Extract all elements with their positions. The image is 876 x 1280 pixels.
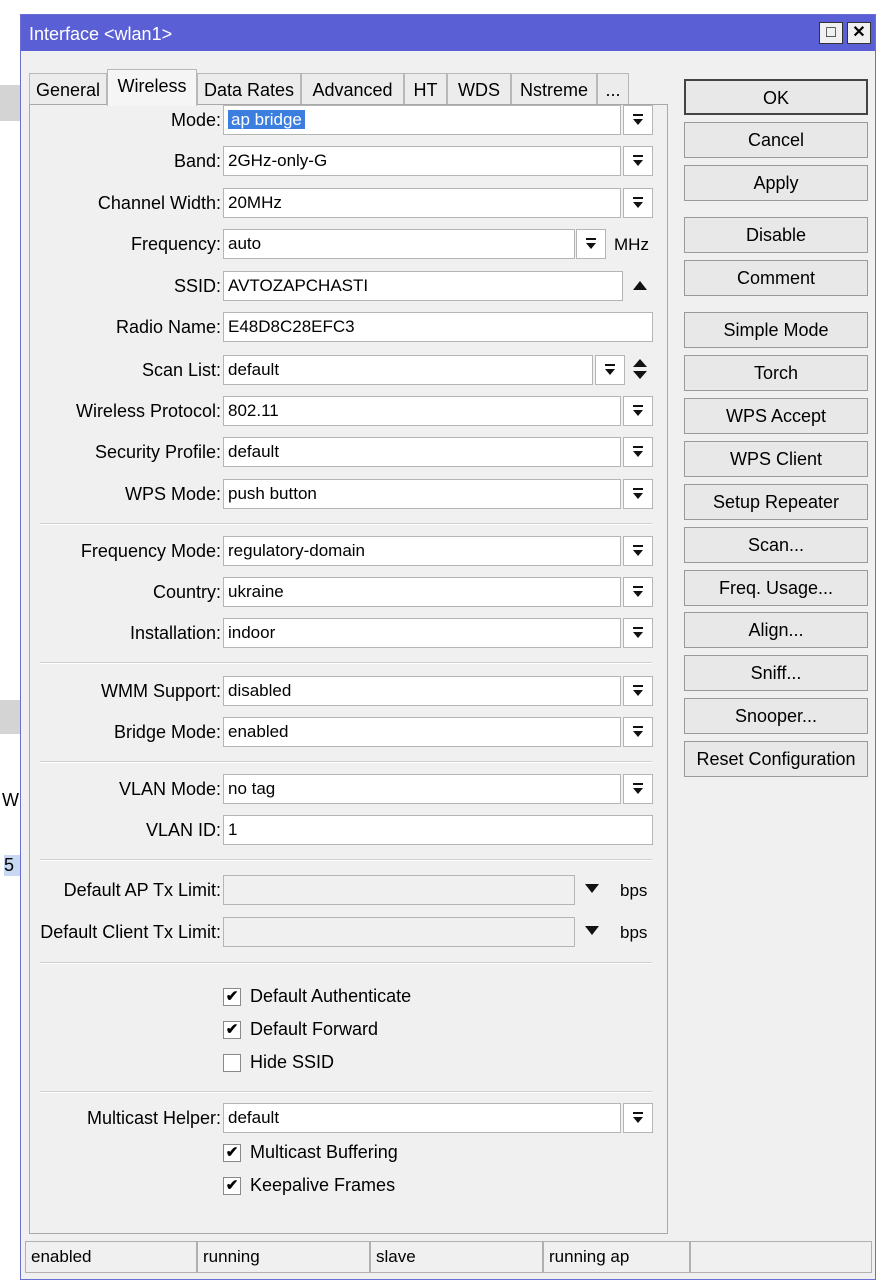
wmm-support-row xyxy=(30,676,669,706)
default-ap-tx-limit-label: Default AP Tx Limit: xyxy=(63,880,221,900)
status-enabled: enabled xyxy=(25,1241,197,1273)
scan-list-select[interactable]: default xyxy=(223,355,593,385)
align-button[interactable]: Align... xyxy=(684,612,868,648)
default-ap-tx-limit-unit: bps xyxy=(620,881,648,900)
tab-wireless[interactable]: Wireless xyxy=(107,69,197,106)
default-client-tx-limit-dropdown-icon[interactable] xyxy=(585,926,599,935)
background-column-header: W xyxy=(2,790,19,810)
close-icon[interactable]: ✕ xyxy=(847,22,871,44)
frequency-unit: MHz xyxy=(614,235,649,254)
mode-dropdown-icon[interactable] xyxy=(623,105,653,135)
status-running-ap: running ap xyxy=(543,1241,690,1273)
frequency-mode-select[interactable]: regulatory-domain xyxy=(223,536,621,566)
bridge-mode-dropdown-icon[interactable] xyxy=(623,717,653,747)
vlan-mode-row xyxy=(30,774,669,804)
channel-width-select[interactable]: 20MHz xyxy=(223,188,621,218)
default-authenticate-label: Default Authenticate xyxy=(250,986,412,1006)
wps-mode-select[interactable]: push button xyxy=(223,479,621,509)
snooper-button[interactable]: Snooper... xyxy=(684,698,868,734)
radio-name-row xyxy=(30,312,669,342)
default-client-tx-limit-row xyxy=(30,917,669,947)
scan-list-updown-icon[interactable] xyxy=(632,358,648,382)
installation-row xyxy=(30,618,669,648)
band-select[interactable]: 2GHz-only-G xyxy=(223,146,621,176)
frequency-select[interactable]: auto xyxy=(223,229,575,259)
frequency-label: Frequency: xyxy=(130,234,221,254)
background-window-strip xyxy=(0,85,22,121)
keepalive-frames-checkbox[interactable] xyxy=(223,1175,623,1199)
tab-wds[interactable]: WDS xyxy=(447,73,511,105)
multicast-helper-label: Multicast Helper: xyxy=(86,1108,221,1128)
wmm-support-label: WMM Support: xyxy=(100,681,221,701)
frequency-row xyxy=(30,229,669,259)
frequency-dropdown-icon[interactable] xyxy=(576,229,606,259)
multicast-buffering-checkbox[interactable] xyxy=(223,1142,623,1166)
separator xyxy=(40,662,652,664)
channel-width-dropdown-icon[interactable] xyxy=(623,188,653,218)
separator xyxy=(40,523,652,525)
wireless-protocol-label: Wireless Protocol: xyxy=(75,401,221,421)
ssid-collapse-icon[interactable] xyxy=(633,281,647,290)
default-forward-label: Default Forward xyxy=(250,1019,379,1039)
default-ap-tx-limit-row xyxy=(30,875,669,905)
mode-row xyxy=(30,105,669,135)
default-client-tx-limit-input[interactable] xyxy=(223,917,575,947)
ssid-row xyxy=(30,271,669,301)
status-bar xyxy=(21,1241,876,1277)
wmm-support-select[interactable]: disabled xyxy=(223,676,621,706)
multicast-helper-row xyxy=(30,1103,669,1133)
multicast-helper-select[interactable]: default xyxy=(223,1103,621,1133)
default-client-tx-limit-unit: bps xyxy=(620,923,648,942)
radio-name-input[interactable]: E48D8C28EFC3 xyxy=(223,312,653,342)
default-client-tx-limit-label: Default Client Tx Limit: xyxy=(40,922,221,942)
security-profile-select[interactable]: default xyxy=(223,437,621,467)
wps-mode-row xyxy=(30,479,669,509)
tab-data-rates[interactable]: Data Rates xyxy=(197,73,301,105)
country-row xyxy=(30,577,669,607)
installation-select[interactable]: indoor xyxy=(223,618,621,648)
mode-value: ap bridge xyxy=(228,110,305,129)
tab-nstreme[interactable]: Nstreme xyxy=(511,73,597,105)
title-bar[interactable] xyxy=(21,15,875,51)
wps-accept-button[interactable]: WPS Accept xyxy=(684,398,868,434)
frequency-mode-label: Frequency Mode: xyxy=(80,541,221,561)
installation-dropdown-icon[interactable] xyxy=(623,618,653,648)
wps-client-button[interactable]: WPS Client xyxy=(684,441,868,477)
sniff-button[interactable]: Sniff... xyxy=(684,655,868,691)
frequency-mode-row xyxy=(30,536,669,566)
band-dropdown-icon[interactable] xyxy=(623,146,653,176)
hide-ssid-label: Hide SSID xyxy=(250,1052,335,1072)
wireless-protocol-row xyxy=(30,396,669,426)
wps-mode-dropdown-icon[interactable] xyxy=(623,479,653,509)
ok-button[interactable]: OK xyxy=(684,79,868,115)
restore-icon[interactable]: □ xyxy=(819,22,843,44)
ssid-input[interactable]: AVTOZAPCHASTI xyxy=(223,271,623,301)
tab-more[interactable]: ... xyxy=(597,73,629,105)
security-profile-label: Security Profile: xyxy=(94,442,221,462)
country-select[interactable]: ukraine xyxy=(223,577,621,607)
band-label: Band: xyxy=(173,151,221,171)
reset-configuration-button[interactable]: Reset Configuration xyxy=(684,741,868,777)
vlan-mode-select[interactable]: no tag xyxy=(223,774,621,804)
disable-button[interactable]: Disable xyxy=(684,217,868,253)
mode-label: Mode: xyxy=(170,110,221,130)
channel-width-row xyxy=(30,188,669,218)
checkbox-empty-icon xyxy=(223,1054,241,1072)
separator xyxy=(40,859,652,861)
scan-list-label: Scan List: xyxy=(141,360,221,380)
comment-button[interactable]: Comment xyxy=(684,260,868,296)
default-ap-tx-limit-dropdown-icon[interactable] xyxy=(585,884,599,893)
keepalive-frames-label: Keepalive Frames xyxy=(250,1175,396,1195)
background-row-value: 5 xyxy=(4,855,20,876)
vlan-id-row xyxy=(30,815,669,845)
vlan-id-input[interactable]: 1 xyxy=(223,815,653,845)
checkbox-check-icon: ✔ xyxy=(223,1144,241,1162)
status-running: running xyxy=(197,1241,370,1273)
wmm-support-dropdown-icon[interactable] xyxy=(623,676,653,706)
separator xyxy=(40,761,652,763)
bridge-mode-label: Bridge Mode: xyxy=(113,722,221,742)
interface-dialog xyxy=(20,14,876,1280)
background-toolbar-strip xyxy=(0,700,22,734)
scan-list-row xyxy=(30,355,669,385)
radio-name-label: Radio Name: xyxy=(115,317,221,337)
installation-label: Installation: xyxy=(129,623,221,643)
tab-ht[interactable]: HT xyxy=(404,73,447,105)
country-dropdown-icon[interactable] xyxy=(623,577,653,607)
frequency-mode-dropdown-icon[interactable] xyxy=(623,536,653,566)
apply-button[interactable]: Apply xyxy=(684,165,868,201)
security-profile-row xyxy=(30,437,669,467)
default-authenticate-checkbox[interactable] xyxy=(223,986,623,1010)
default-ap-tx-limit-input[interactable] xyxy=(223,875,575,905)
freq-usage-button[interactable]: Freq. Usage... xyxy=(684,570,868,606)
channel-width-label: Channel Width: xyxy=(97,193,221,213)
setup-repeater-button[interactable]: Setup Repeater xyxy=(684,484,868,520)
bridge-mode-select[interactable]: enabled xyxy=(223,717,621,747)
wireless-settings-panel xyxy=(29,104,668,1234)
vlan-mode-dropdown-icon[interactable] xyxy=(623,774,653,804)
security-profile-dropdown-icon[interactable] xyxy=(623,437,653,467)
torch-button[interactable]: Torch xyxy=(684,355,868,391)
cancel-button[interactable]: Cancel xyxy=(684,122,868,158)
status-slave: slave xyxy=(370,1241,543,1273)
wps-mode-label: WPS Mode: xyxy=(124,484,221,504)
ssid-label: SSID: xyxy=(173,276,221,296)
checkbox-check-icon: ✔ xyxy=(223,1021,241,1039)
separator xyxy=(40,962,652,964)
wireless-protocol-dropdown-icon[interactable] xyxy=(623,396,653,426)
hide-ssid-checkbox[interactable] xyxy=(223,1052,623,1076)
scan-list-dropdown-icon[interactable] xyxy=(595,355,625,385)
multicast-helper-dropdown-icon[interactable] xyxy=(623,1103,653,1133)
vlan-mode-label: VLAN Mode: xyxy=(118,779,221,799)
default-forward-checkbox[interactable] xyxy=(223,1019,623,1043)
mode-select[interactable] xyxy=(223,105,621,135)
window-title: Interface <wlan1> xyxy=(29,24,173,44)
status-empty xyxy=(690,1241,872,1273)
country-label: Country: xyxy=(152,582,221,602)
vlan-id-label: VLAN ID: xyxy=(145,820,221,840)
wireless-protocol-select[interactable]: 802.11 xyxy=(223,396,621,426)
separator xyxy=(40,1091,652,1093)
scan-button[interactable]: Scan... xyxy=(684,527,868,563)
band-row xyxy=(30,146,669,176)
bridge-mode-row xyxy=(30,717,669,747)
checkbox-check-icon: ✔ xyxy=(223,1177,241,1195)
simple-mode-button[interactable]: Simple Mode xyxy=(684,312,868,348)
checkbox-check-icon: ✔ xyxy=(223,988,241,1006)
tab-general[interactable]: General xyxy=(29,73,107,105)
multicast-buffering-label: Multicast Buffering xyxy=(250,1142,398,1162)
tab-advanced[interactable]: Advanced xyxy=(301,73,404,105)
